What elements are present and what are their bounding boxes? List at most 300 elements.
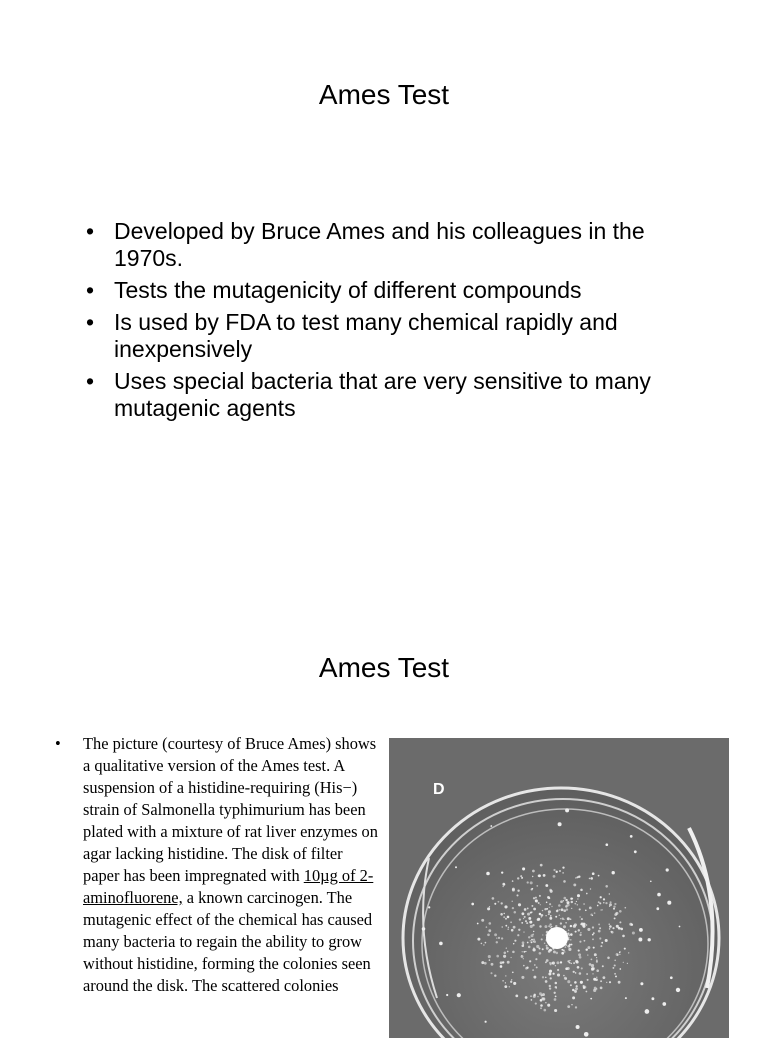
colony-speck	[502, 961, 504, 963]
colony-speck	[553, 869, 555, 871]
colony-speck	[512, 971, 514, 973]
colony-speck	[545, 1002, 546, 1003]
colony-speck	[622, 935, 625, 938]
colony-speck	[535, 958, 537, 960]
colony-speck	[593, 874, 594, 875]
colony-speck	[596, 957, 597, 958]
colony-speck	[570, 925, 572, 927]
colony-speck	[505, 918, 507, 920]
colony-speck	[488, 929, 491, 932]
colony-speck	[446, 994, 448, 996]
colony-speck	[619, 921, 621, 923]
colony-speck	[565, 946, 567, 948]
colony-speck	[517, 934, 519, 936]
colony-speck	[530, 940, 531, 941]
colony-speck	[523, 918, 524, 919]
colony-speck	[573, 971, 575, 973]
colony-speck	[586, 924, 587, 925]
colony-speck	[559, 915, 561, 917]
colony-speck	[579, 934, 581, 936]
colony-speck	[567, 1005, 570, 1008]
colony-speck	[520, 875, 522, 877]
colony-speck	[554, 1009, 557, 1012]
colony-speck	[666, 868, 669, 871]
colony-speck	[561, 949, 563, 951]
colony-speck	[556, 871, 558, 873]
colony-speck	[650, 880, 652, 882]
colony-speck	[577, 904, 579, 906]
colony-speck	[505, 975, 507, 977]
colony-speck	[502, 926, 503, 927]
colony-speck	[575, 972, 577, 974]
colony-speck	[656, 907, 659, 910]
colony-speck	[529, 960, 531, 962]
colony-speck	[513, 943, 514, 944]
colony-speck	[590, 877, 593, 880]
colony-speck	[561, 908, 564, 911]
colony-speck	[590, 998, 592, 1000]
colony-speck	[603, 976, 606, 979]
colony-speck	[568, 948, 571, 951]
colony-speck	[596, 959, 598, 961]
colony-speck	[547, 1004, 550, 1007]
colony-speck	[523, 958, 524, 959]
colony-speck	[592, 969, 594, 971]
colony-speck	[548, 973, 551, 976]
colony-speck	[550, 977, 552, 979]
colony-speck	[554, 992, 556, 994]
colony-speck	[487, 907, 490, 910]
colony-speck	[505, 925, 507, 927]
colony-speck	[530, 995, 532, 997]
colony-speck	[598, 930, 601, 933]
colony-speck	[563, 925, 566, 928]
colony-speck	[540, 1007, 542, 1009]
colony-speck	[549, 987, 551, 989]
colony-speck	[566, 908, 568, 910]
colony-speck	[579, 916, 580, 917]
colony-speck	[553, 875, 556, 878]
colony-speck	[628, 952, 629, 953]
colony-speck	[546, 947, 549, 950]
colony-speck	[489, 906, 490, 907]
colony-speck	[528, 946, 531, 949]
colony-speck	[507, 951, 509, 953]
colony-speck	[573, 962, 575, 964]
colony-speck	[602, 909, 603, 910]
colony-speck	[585, 948, 587, 950]
colony-speck	[536, 966, 538, 968]
colony-speck	[567, 903, 570, 906]
colony-speck	[524, 916, 526, 918]
colony-speck	[605, 843, 608, 846]
colony-speck	[639, 928, 643, 932]
colony-speck	[512, 907, 514, 909]
colony-speck	[521, 912, 524, 915]
colony-speck	[510, 921, 512, 923]
colony-speck	[583, 986, 585, 988]
colony-speck	[619, 910, 622, 913]
colony-speck	[533, 976, 536, 979]
colony-speck	[615, 975, 617, 977]
colony-speck	[657, 893, 661, 897]
colony-speck	[551, 962, 552, 963]
colony-speck	[578, 950, 580, 952]
colony-speck	[623, 962, 624, 963]
colony-speck	[599, 927, 601, 929]
colony-speck	[560, 900, 563, 903]
colony-speck	[549, 970, 552, 973]
colony-speck	[477, 923, 479, 925]
colony-speck	[600, 980, 602, 982]
colony-speck	[616, 953, 619, 956]
colony-speck	[578, 929, 580, 931]
colony-speck	[612, 871, 615, 874]
colony-speck	[548, 910, 551, 913]
colony-speck	[560, 922, 562, 924]
colony-speck	[584, 1032, 589, 1037]
colony-speck	[548, 925, 550, 927]
colony-speck	[571, 1004, 572, 1005]
colony-speck	[530, 881, 533, 884]
colony-speck	[546, 945, 548, 947]
colony-speck	[562, 866, 564, 868]
colony-speck	[488, 955, 491, 958]
colony-speck	[525, 920, 527, 922]
colony-speck	[560, 961, 562, 963]
colony-speck	[532, 870, 535, 873]
colony-speck	[574, 990, 577, 993]
colony-speck	[531, 905, 533, 907]
list-item	[86, 309, 706, 363]
colony-speck	[503, 955, 506, 958]
colony-speck	[645, 1009, 650, 1014]
colony-speck	[498, 937, 500, 939]
colony-speck	[455, 866, 457, 868]
bullet-dot: •	[86, 277, 95, 303]
colony-speck	[557, 973, 560, 976]
colony-speck	[492, 897, 495, 900]
colony-speck	[521, 922, 523, 924]
colony-speck	[541, 997, 544, 1000]
underlined-dose-text: 10µg of 2-aminofluorene,	[83, 866, 374, 907]
colony-speck	[494, 933, 497, 936]
colony-speck	[542, 976, 544, 978]
colony-speck	[537, 996, 538, 997]
colony-speck	[490, 972, 492, 974]
colony-speck	[581, 918, 583, 920]
colony-speck	[549, 985, 551, 987]
colony-speck	[505, 982, 506, 983]
colony-speck	[545, 977, 546, 978]
colony-speck	[533, 908, 536, 911]
colony-speck	[532, 969, 534, 971]
colony-speck	[575, 1006, 577, 1008]
colony-speck	[513, 982, 516, 985]
colony-speck	[552, 973, 554, 975]
colony-speck	[532, 924, 534, 926]
colony-speck	[563, 909, 566, 912]
colony-speck	[592, 973, 593, 974]
colony-speck	[562, 872, 564, 874]
colony-speck	[504, 985, 507, 988]
bullet-dot: •	[86, 368, 95, 394]
colony-speck	[606, 982, 607, 983]
description-paragraph	[83, 733, 381, 997]
bullet-dot: •	[55, 734, 61, 753]
colony-speck	[539, 925, 541, 927]
colony-speck	[567, 980, 570, 983]
colony-speck	[542, 993, 545, 996]
colony-speck	[486, 872, 490, 876]
colony-speck	[553, 950, 556, 953]
colony-speck	[545, 915, 546, 916]
colony-speck	[580, 981, 583, 984]
colony-speck	[679, 926, 681, 928]
colony-speck	[515, 995, 518, 998]
colony-speck	[580, 889, 583, 892]
colony-speck	[600, 987, 603, 990]
colony-speck	[598, 901, 600, 903]
colony-speck	[509, 986, 510, 987]
colony-speck	[634, 850, 637, 853]
colony-speck	[578, 953, 581, 956]
colony-speck	[662, 1002, 666, 1006]
colony-speck	[594, 912, 596, 914]
colony-speck	[487, 933, 490, 936]
colony-speck	[483, 944, 484, 945]
colony-speck	[536, 885, 538, 887]
colony-speck	[570, 984, 572, 986]
colony-speck	[523, 965, 525, 967]
colony-speck	[613, 905, 615, 907]
colony-speck	[556, 961, 559, 964]
colony-speck	[555, 916, 557, 918]
colony-speck	[596, 977, 597, 978]
colony-speck	[494, 974, 496, 976]
colony-speck	[603, 898, 605, 900]
colony-speck	[513, 926, 516, 929]
colony-speck	[559, 870, 561, 872]
colony-speck	[542, 910, 543, 911]
colony-speck	[494, 903, 496, 905]
colony-speck	[670, 976, 673, 979]
colony-speck	[556, 952, 559, 955]
colony-speck	[504, 913, 505, 914]
colony-speck	[489, 959, 490, 960]
colony-speck	[508, 927, 509, 928]
colony-speck	[609, 981, 611, 983]
colony-speck	[598, 923, 600, 925]
colony-speck	[501, 871, 503, 873]
colony-speck	[477, 938, 480, 941]
bullet-text: Uses special bacteria that are very sensitive to many mutagenic agents	[114, 368, 651, 421]
colony-speck	[491, 963, 494, 966]
colony-speck	[599, 937, 601, 939]
colony-speck	[600, 945, 602, 947]
colony-speck	[532, 933, 534, 935]
colony-speck	[565, 899, 567, 901]
colony-speck	[614, 960, 616, 962]
colony-speck	[531, 999, 533, 1001]
colony-speck	[596, 969, 599, 972]
colony-speck	[575, 931, 577, 933]
colony-speck	[533, 897, 535, 899]
colony-speck	[538, 902, 540, 904]
colony-speck	[545, 980, 548, 983]
colony-speck	[595, 978, 598, 981]
colony-speck	[527, 881, 529, 883]
colony-speck	[567, 917, 570, 920]
colony-speck	[496, 941, 498, 943]
colony-speck	[541, 914, 544, 917]
colony-speck	[497, 901, 499, 903]
colony-speck	[609, 925, 612, 928]
bullet-dot: •	[86, 218, 95, 244]
colony-speck	[548, 950, 551, 953]
colony-speck	[481, 943, 483, 945]
colony-speck	[550, 926, 552, 928]
list-item	[86, 368, 706, 422]
colony-speck	[614, 973, 616, 975]
colony-speck	[570, 939, 572, 941]
colony-speck	[510, 981, 512, 983]
colony-speck	[568, 929, 570, 931]
colony-speck	[614, 903, 616, 905]
bullet-text: Developed by Bruce Ames and his colleagues in the 1970s.	[114, 218, 645, 271]
colony-speck	[535, 899, 538, 902]
colony-speck	[575, 987, 578, 990]
colony-speck	[593, 932, 595, 934]
colony-speck	[667, 901, 671, 905]
colony-speck	[602, 965, 604, 967]
colony-speck	[539, 895, 541, 897]
colony-speck	[556, 987, 557, 988]
colony-speck	[587, 954, 588, 955]
colony-speck	[563, 880, 566, 883]
colony-speck	[486, 926, 488, 928]
colony-speck	[545, 884, 548, 887]
colony-speck	[594, 979, 595, 980]
colony-speck	[576, 901, 577, 902]
colony-speck	[574, 903, 576, 905]
colony-speck	[484, 962, 487, 965]
colony-speck	[514, 911, 517, 914]
colony-speck	[531, 939, 533, 941]
colony-speck	[610, 901, 612, 903]
colony-speck	[549, 907, 550, 908]
colony-speck	[563, 897, 566, 900]
colony-speck	[439, 942, 443, 946]
colony-speck	[522, 951, 523, 952]
colony-speck	[544, 942, 546, 944]
colony-speck	[500, 913, 503, 916]
colony-speck	[540, 904, 541, 905]
colony-speck	[518, 903, 521, 906]
colony-speck	[581, 967, 583, 969]
colony-speck	[489, 922, 492, 925]
colony-speck	[535, 1003, 537, 1005]
colony-speck	[609, 924, 610, 925]
colony-speck	[512, 880, 514, 882]
colony-speck	[593, 989, 596, 992]
colony-speck	[605, 939, 608, 942]
colony-speck	[546, 959, 549, 962]
colony-speck	[527, 907, 529, 909]
colony-speck	[537, 918, 540, 921]
colony-speck	[523, 931, 524, 932]
colony-speck	[610, 931, 612, 933]
colony-speck	[501, 902, 503, 904]
colony-speck	[504, 884, 506, 886]
colony-speck	[576, 985, 578, 987]
colony-speck	[607, 957, 610, 960]
colony-speck	[586, 991, 588, 993]
colony-speck	[507, 916, 510, 919]
colony-speck	[511, 929, 514, 932]
colony-speck	[574, 981, 577, 984]
colony-speck	[589, 878, 591, 880]
colony-speck	[592, 938, 594, 940]
colony-speck	[555, 982, 558, 985]
colony-speck	[507, 961, 510, 964]
colony-speck	[640, 982, 643, 985]
colony-speck	[564, 951, 565, 952]
colony-speck	[565, 808, 569, 812]
colony-speck	[580, 932, 581, 933]
colony-speck	[518, 929, 520, 931]
colony-speck	[565, 922, 567, 924]
colony-speck	[569, 960, 570, 961]
colony-speck	[539, 948, 541, 950]
colony-speck	[572, 989, 575, 992]
colony-speck	[521, 877, 523, 879]
colony-speck	[524, 908, 527, 911]
colony-speck	[567, 945, 570, 948]
colony-speck	[676, 988, 680, 992]
colony-speck	[577, 898, 578, 899]
colony-speck	[525, 951, 526, 952]
colony-speck	[471, 903, 474, 906]
colony-speck	[549, 903, 551, 905]
colony-speck	[651, 997, 654, 1000]
colony-speck	[629, 923, 632, 926]
colony-speck	[603, 902, 604, 903]
colony-speck	[591, 959, 593, 961]
colony-speck	[527, 942, 529, 944]
colony-speck	[591, 964, 594, 967]
colony-speck	[528, 936, 530, 938]
colony-speck	[517, 890, 519, 892]
list-item	[86, 277, 706, 304]
colony-speck	[538, 874, 541, 877]
colony-speck	[619, 968, 621, 970]
colony-speck	[573, 925, 576, 928]
colony-speck	[457, 993, 461, 997]
colony-speck	[540, 864, 543, 867]
colony-speck	[558, 904, 561, 907]
colony-speck	[554, 998, 557, 1001]
colony-speck	[550, 915, 552, 917]
colony-speck	[533, 941, 535, 943]
colony-speck	[605, 885, 608, 888]
list-item	[86, 218, 706, 272]
colony-speck	[590, 914, 592, 916]
colony-speck	[571, 908, 572, 909]
colony-speck	[516, 894, 518, 896]
colony-speck	[597, 905, 599, 907]
colony-speck	[485, 942, 487, 944]
